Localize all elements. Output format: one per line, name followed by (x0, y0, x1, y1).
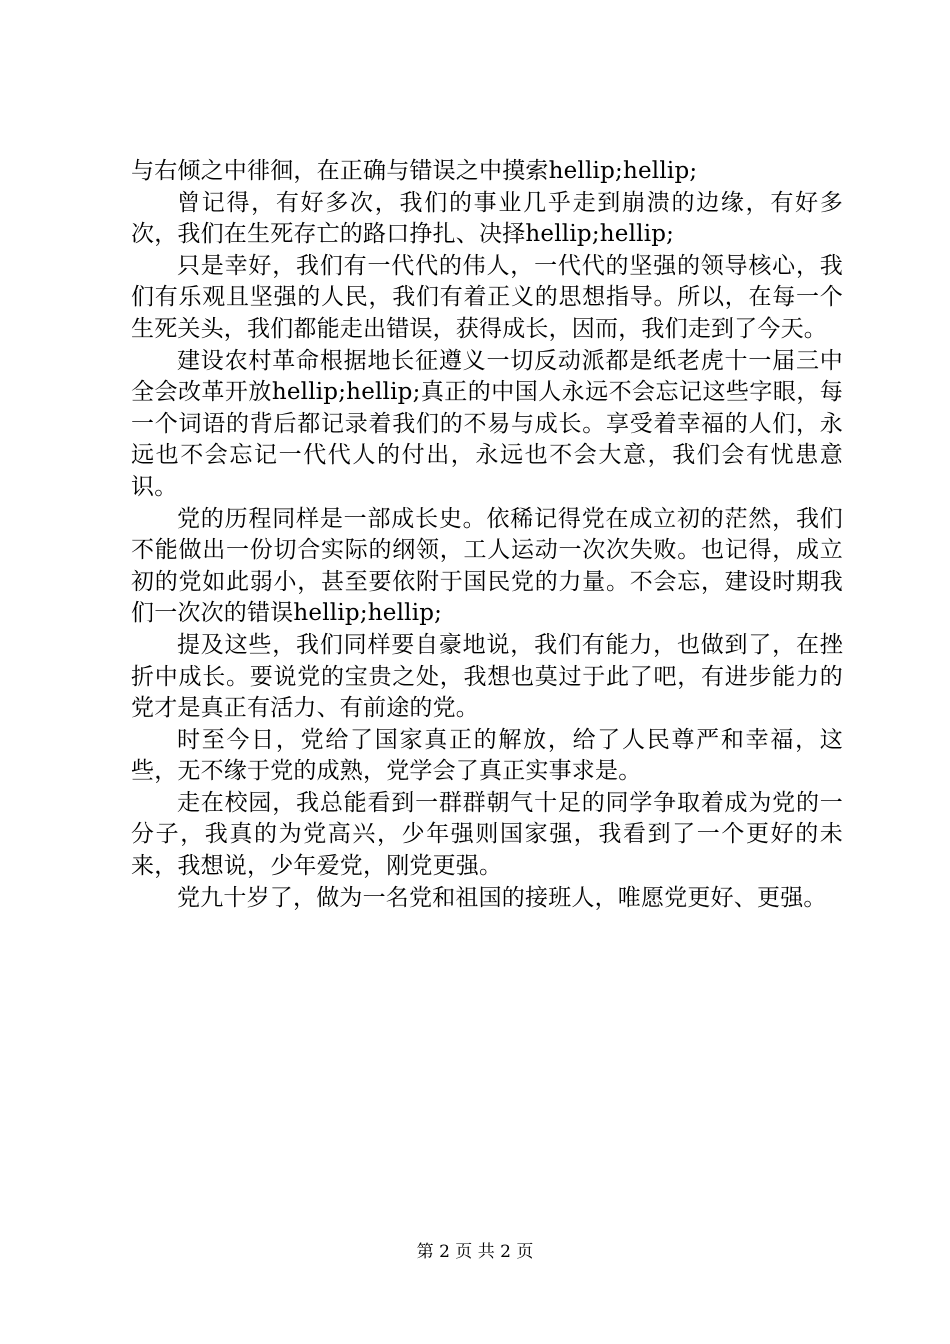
document-body (131, 156, 843, 914)
paragraph-2: 曾记得，有好多次，我们的事业几乎走到崩溃的边缘，有好多次，我们在生死存亡的路口挣扎、决择hellip;hellip; (131, 189, 843, 248)
paragraph-7: 时至今日，党给了国家真正的解放，给了人民尊严和幸福，这些，无不缘于党的成熟，党学会了真正实事求是。 (131, 726, 843, 785)
paragraph-5: 党的历程同样是一部成长史。依稀记得党在成立初的茫然，我们不能做出一份切合实际的纲领，工人运动一次次失败。也记得，成立初的党如此弱小，甚至要依附于国民党的力量。不会忘，建设时期我们一次次的错误hellip;hellip; (131, 505, 843, 627)
page-footer: 第 2 页 共 2 页 (416, 1242, 534, 1262)
paragraph-4: 建设农村革命根据地长征遵义一切反动派都是纸老虎十一届三中全会改革开放hellip;hellip;真正的中国人永远不会忘记这些字眼，每一个词语的背后都记录着我们的不易与成长。享受着幸福的人们，永远也不会忘记一代代人的付出，永远也不会大意，我们会有忧患意识。 (131, 347, 843, 500)
paragraph-1: 与右倾之中徘徊，在正确与错误之中摸索hellip;hellip; (131, 158, 698, 184)
paragraph-6: 提及这些，我们同样要自豪地说，我们有能力，也做到了，在挫折中成长。要说党的宝贵之处，我想也莫过于此了吧，有进步能力的党才是真正有活力、有前途的党。 (131, 631, 843, 722)
paragraph-9: 党九十岁了，做为一名党和祖国的接班人，唯愿党更好、更强。 (177, 884, 827, 911)
paragraph-3: 只是幸好，我们有一代代的伟人，一代代的坚强的领导核心，我们有乐观且坚强的人民，我们有着正义的思想指导。所以，在每一个生死关头，我们都能走出错误，获得成长，因而，我们走到了今天。 (131, 252, 843, 342)
paragraph-8: 走在校园，我总能看到一群群朝气十足的同学争取着成为党的一分子，我真的为党高兴，少年强则国家强，我看到了一个更好的未来，我想说，少年爱党，刚党更强。 (131, 789, 843, 880)
